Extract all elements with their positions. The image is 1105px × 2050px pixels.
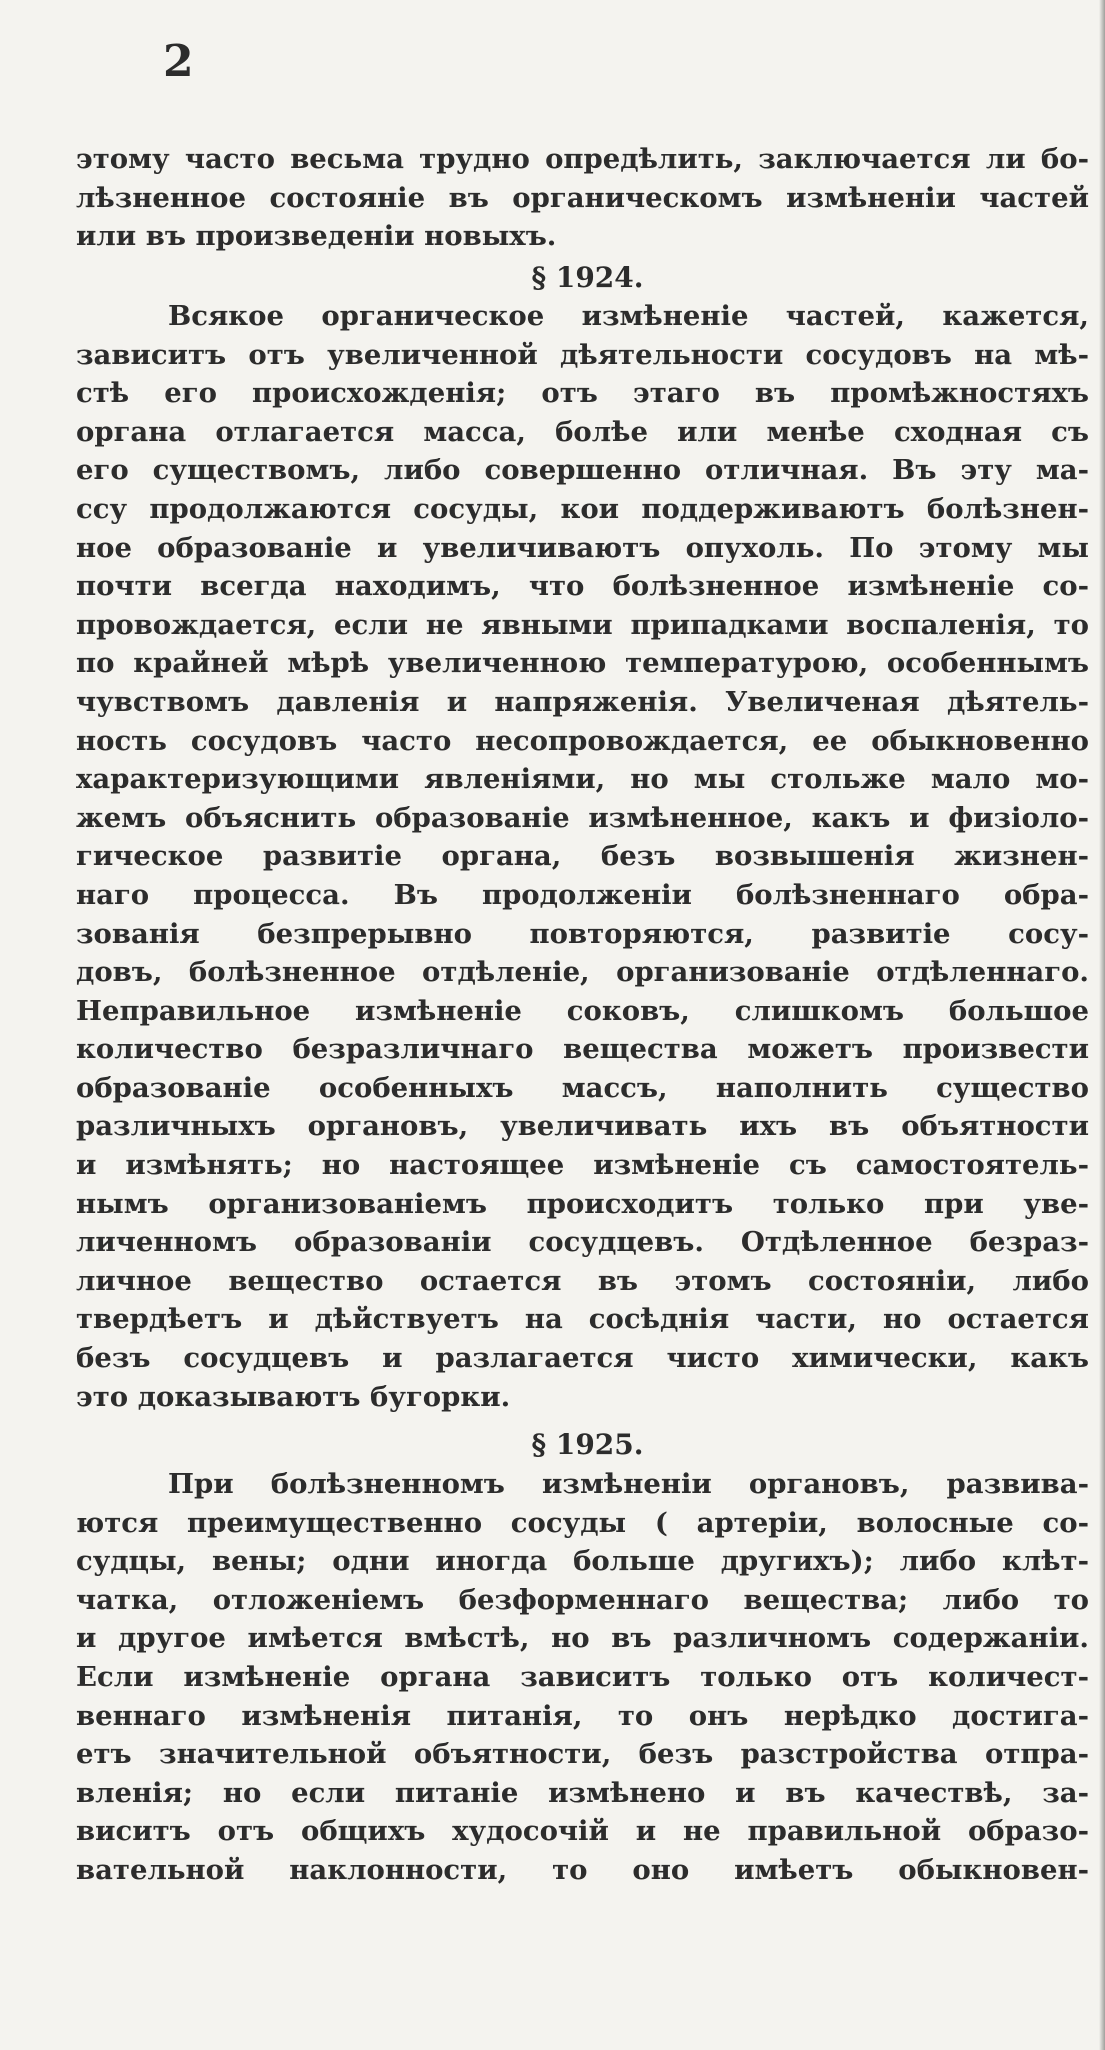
page-number: 2	[163, 36, 194, 87]
text-line: чувствомъ давленія и напряженія. Увеличеная дѣятель-	[76, 685, 1089, 718]
text-line: провождается, если не явными припадками воспаленія, то	[76, 608, 1089, 641]
paragraph-intro	[76, 140, 1089, 256]
text-line: твердѣетъ и дѣйствуетъ на сосѣднія части, но остается	[76, 1303, 1089, 1336]
text-line: органа отлагается масса, болѣе или менѣе сходная съ	[76, 415, 1089, 448]
text-line: ное образованіе и увеличиваютъ опухоль. По этому мы	[76, 531, 1089, 564]
text-line: различныхъ органовъ, увеличивать ихъ въ объятности	[76, 1110, 1089, 1143]
text-line: стѣ его происхожденія; отъ этаго въ промѣжностяхъ	[76, 377, 1089, 410]
text-line: веннаго измѣненія питанія, то онъ нерѣдко достига-	[76, 1699, 1089, 1732]
text-line: и другое имѣется вмѣстѣ, но въ различномъ содержаніи.	[76, 1622, 1089, 1655]
text-line: вленія; но если питаніе измѣнено и въ качествѣ, за-	[76, 1776, 1089, 1809]
text-line: и измѣнять; но настоящее измѣненіе съ самостоятель-	[76, 1149, 1089, 1182]
text-line: характеризующими явленіями, но мы стольже мало мо-	[76, 763, 1089, 796]
text-line: зависитъ отъ увеличенной дѣятельности сосудовъ на мѣ-	[76, 338, 1089, 371]
page-edge-shadow	[1099, 0, 1105, 2050]
text-line: нымъ организованіемъ происходитъ только при уве-	[76, 1187, 1089, 1220]
text-line: зованія безпрерывно повторяются, развитіе сосу-	[76, 917, 1089, 950]
text-line: ссу продолжаются сосуды, кои поддерживаютъ болѣзнен-	[76, 492, 1089, 525]
text-line: жемъ объяснить образованіе измѣненное, какъ и физіоло-	[76, 801, 1089, 834]
text-line: наго процесса. Въ продолженіи болѣзненнаго обра-	[76, 878, 1089, 911]
text-line: это доказываютъ бугорки.	[76, 1380, 511, 1413]
text-line: При болѣзненномъ измѣненіи органовъ, развива-	[168, 1468, 1089, 1500]
text-line: ность сосудовъ часто несопровождается, ее обыкновенно	[76, 724, 1089, 757]
text-line: личное вещество остается въ этомъ состояніи, либо	[76, 1264, 1089, 1297]
text-line: по крайней мѣрѣ увеличенною температурою, особеннымъ	[76, 647, 1089, 680]
text-line: гическое развитіе органа, безъ возвышенія жизнен-	[76, 840, 1089, 873]
paragraph-1925	[76, 1465, 1089, 1890]
text-line: количество безразличнаго вещества можетъ произвести	[76, 1033, 1089, 1066]
text-line: этому часто весьма трудно опредѣлить, заключается ли бо-	[76, 143, 1089, 175]
text-line: етъ значительной объятности, безъ разстройства отпра-	[76, 1738, 1089, 1771]
text-line: безъ сосудцевъ и разлагается чисто химически, какъ	[76, 1342, 1089, 1375]
text-line: или въ произведеніи новыхъ.	[76, 220, 557, 253]
text-line: Если измѣненіе органа зависитъ только отъ количест-	[76, 1660, 1089, 1693]
text-line: ются преимущественно сосуды ( артеріи, волосные со-	[76, 1506, 1089, 1539]
paragraph-1924	[76, 297, 1089, 1416]
text-line: лѣзненное состояніе въ органическомъ измѣненіи частей	[76, 181, 1089, 214]
text-line: образованіе особенныхъ массъ, наполнить существо	[76, 1071, 1089, 1104]
section-heading-1924: § 1924.	[531, 261, 644, 294]
text-line: Всякое органическое измѣненіе частей, кажется,	[168, 300, 1089, 332]
text-line: Неправильное измѣненіе соковъ, слишкомъ большое	[76, 994, 1089, 1027]
section-heading-1925: § 1925.	[531, 1428, 644, 1461]
text-line: почти всегда находимъ, что болѣзненное измѣненіе со-	[76, 570, 1089, 603]
text-line: судцы, вены; одни иногда больше другихъ); либо клѣт-	[76, 1545, 1089, 1578]
text-line: вательной наклонности, то оно имѣетъ обыкновен-	[76, 1853, 1089, 1886]
text-line: довъ, болѣзненное отдѣленіе, организованіе отдѣленнаго.	[76, 956, 1089, 989]
text-line: его существомъ, либо совершенно отличная. Въ эту ма-	[76, 454, 1089, 487]
text-line: личенномъ образованіи сосудцевъ. Отдѣленное безраз-	[76, 1226, 1089, 1259]
text-line: виситъ отъ общихъ худосочій и не правильной образо-	[76, 1815, 1089, 1848]
text-line: чатка, отложеніемъ безформеннаго вещества; либо то	[76, 1583, 1089, 1616]
